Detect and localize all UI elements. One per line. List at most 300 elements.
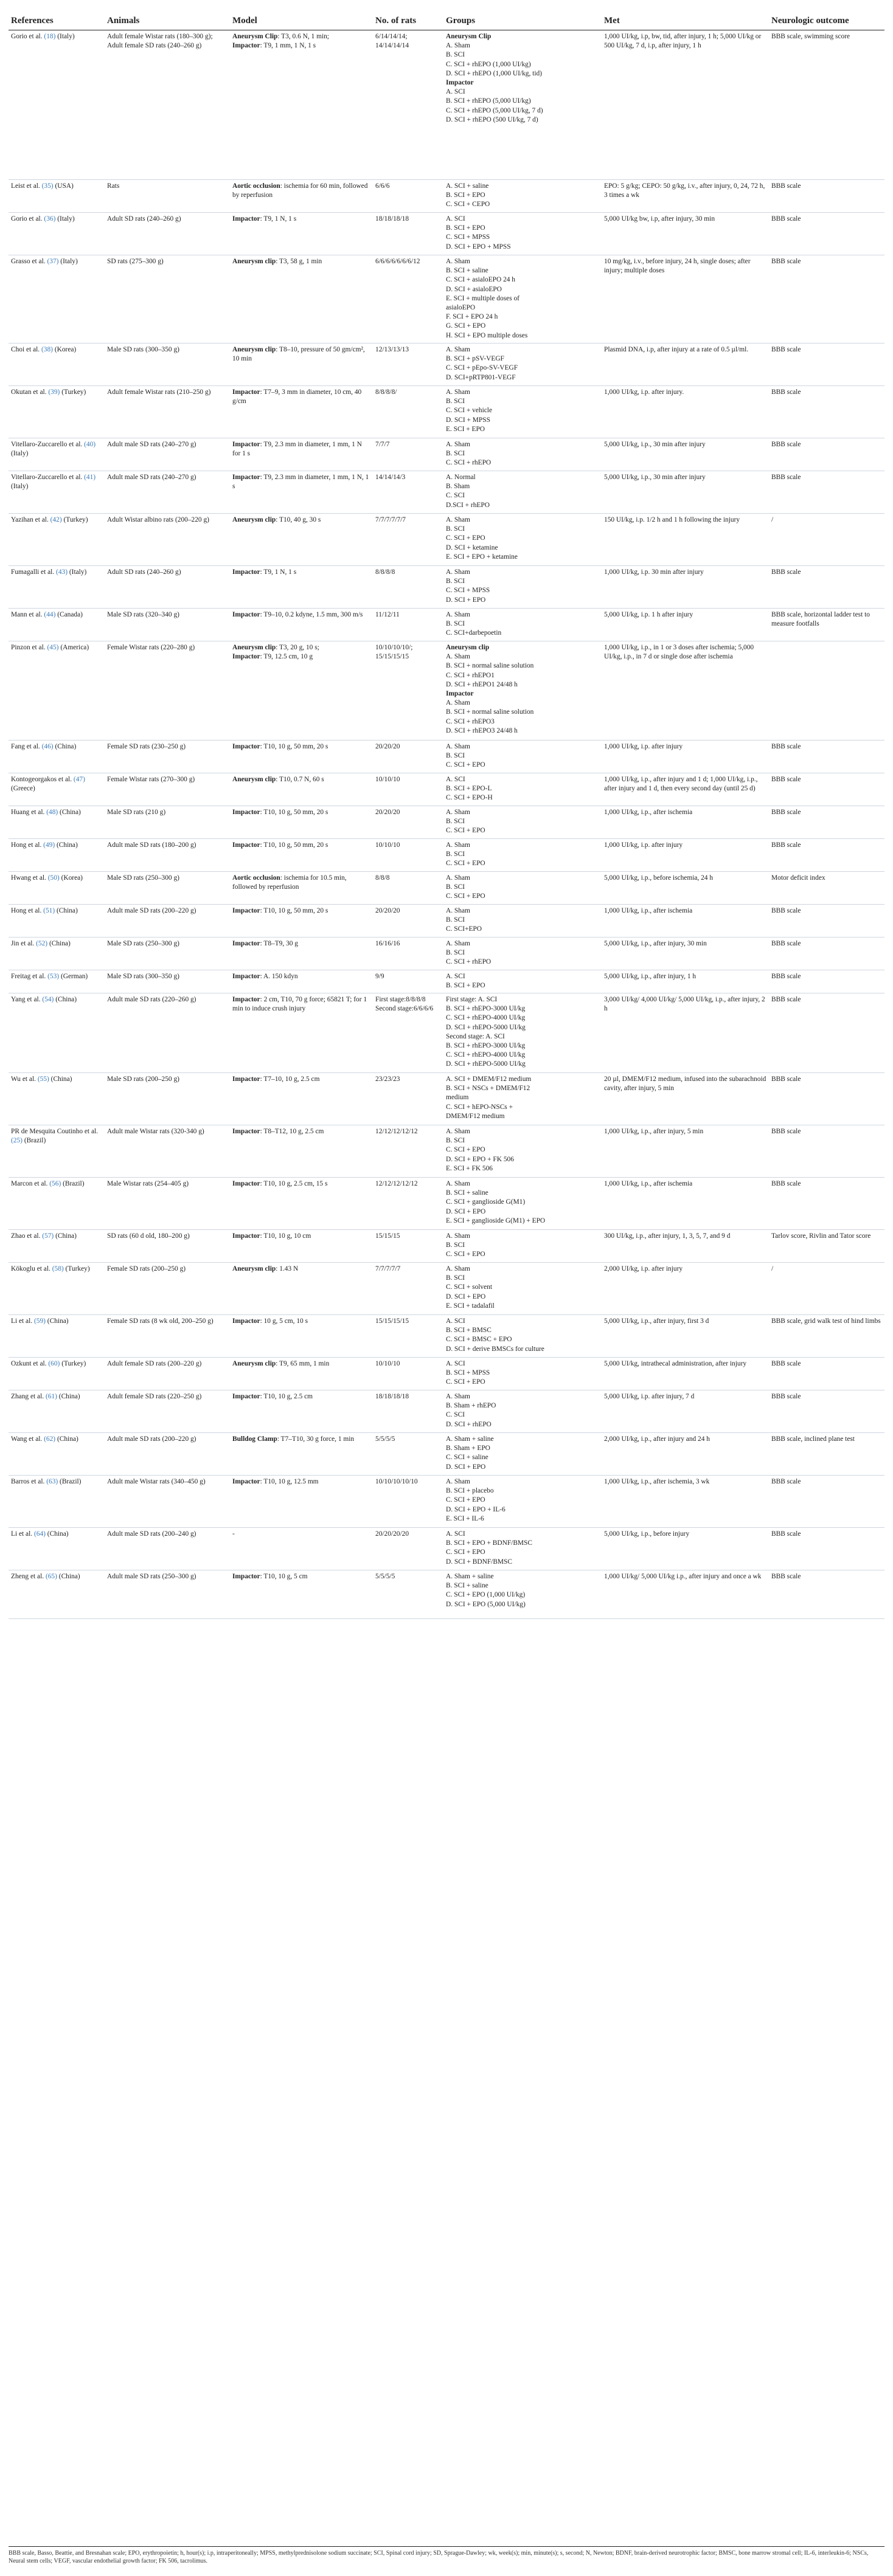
group-item: C. SCI + rhEPO	[446, 459, 492, 467]
group-item: B. SCI + EPO	[446, 224, 485, 232]
cell-met: 5,000 UI/kg, intrathecal administration, after injury	[604, 1360, 747, 1367]
group-item: B. SCI	[446, 398, 465, 406]
group-item: B. Sham + rhEPO	[446, 1402, 496, 1410]
group-item: H. SCI + EPO multiple doses	[446, 331, 528, 339]
reference-country: (Italy)	[11, 483, 29, 491]
group-item: A. SCI	[446, 215, 465, 223]
cell-met: 1,000 UI/kg, i.p., after injury, 5 min	[604, 1128, 704, 1135]
cell-animals: Adult male SD rats (220–260 g)	[107, 996, 196, 1003]
cell-met: 5,000 UI/kg bw, i.p, after injury, 30 min	[604, 215, 715, 223]
group-item: D. SCI + EPO	[446, 1463, 486, 1471]
cell-neurologic-outcome: BBB scale	[771, 1393, 801, 1400]
group-item: C. SCI + rhEPO (1,000 UI/kg)	[446, 60, 531, 68]
reference-author: Zhang et al.	[11, 1393, 46, 1400]
cell-no-of-rats: 5/5/5/5	[375, 1573, 395, 1580]
cell-neurologic-outcome: BBB scale	[771, 474, 801, 481]
group-item: E. SCI + IL-6	[446, 1514, 484, 1522]
reference-country: (Italy)	[55, 33, 75, 40]
reference-citation-link[interactable]: (64)	[33, 1530, 46, 1538]
reference-citation-link[interactable]: (39)	[48, 388, 60, 396]
cell-model	[230, 970, 373, 993]
cell-met: 300 UI/kg, i.p., after injury, 1, 3, 5, 7, and 9 d	[604, 1232, 731, 1240]
table-row	[9, 1073, 884, 1125]
cell-animals: Adult female SD rats (220–250 g)	[107, 1393, 202, 1400]
reference-author: Vitellaro-Zuccarello et al.	[11, 441, 85, 448]
group-item: A. SCI	[446, 1530, 465, 1538]
cell-model	[230, 806, 373, 838]
model-detail: : T7–10, 10 g, 2.5 cm	[260, 1076, 320, 1083]
group-item: G. SCI + EPO	[446, 322, 486, 330]
reference-citation-link[interactable]: (52)	[36, 940, 48, 947]
cell-reference	[9, 1178, 105, 1229]
reference-citation-link[interactable]: (57)	[42, 1232, 54, 1240]
group-item: A. Normal	[446, 474, 476, 481]
cell-groups	[443, 1315, 602, 1357]
cell-neurologic-outcome: /	[771, 1265, 774, 1272]
cell-neurologic-outcome: BBB scale	[771, 1360, 801, 1367]
reference-citation-link[interactable]: (42)	[50, 516, 62, 523]
reference-country: (China)	[45, 1530, 69, 1538]
group-item: A. Sham	[446, 874, 470, 882]
reference-citation-link[interactable]: (44)	[44, 611, 56, 618]
cell-neurologic-outcome: BBB scale	[771, 809, 801, 816]
header-groups: Groups	[446, 16, 476, 26]
cell-met: 150 UI/kg, i.p. 1/2 h and 1 h following the injury	[604, 516, 740, 523]
reference-author: Ozkunt et al.	[11, 1360, 49, 1367]
table-row	[9, 1315, 884, 1358]
group-item: F. SCI + EPO 24 h	[446, 313, 498, 321]
model-type: Impactor	[232, 1478, 260, 1485]
cell-animals: Adult male SD rats (200–240 g)	[107, 1530, 196, 1538]
cell-reference	[9, 993, 105, 1072]
model-type: Impactor	[232, 841, 260, 849]
group-item: C. SCI + hEPO-NSCs +	[446, 1103, 513, 1111]
table-row	[9, 1230, 884, 1263]
cell-groups	[443, 1073, 602, 1125]
table-row	[9, 741, 884, 773]
cell-reference	[9, 1433, 105, 1475]
model-detail: : T7–9, 3 mm in diameter, 10 cm, 40 g/cm	[232, 388, 362, 406]
cell-groups	[443, 30, 602, 179]
cell-no-of-rats: 12/12/12/12/12	[375, 1128, 418, 1135]
cell-reference	[9, 839, 105, 871]
cell-model	[230, 180, 373, 212]
reference-author: Choi et al.	[11, 346, 41, 353]
table-row	[9, 609, 884, 641]
reference-country: (Korea)	[59, 874, 83, 882]
cell-neurologic-outcome: BBB scale	[771, 1573, 801, 1580]
group-item: C. SCI + EPO	[446, 1146, 485, 1154]
reference-citation-link[interactable]: (41)	[84, 474, 96, 481]
group-item: asialoEPO	[446, 304, 476, 312]
table-row	[9, 438, 884, 471]
group-item: C. SCI + EPO	[446, 1251, 485, 1259]
reference-citation-link[interactable]: (61)	[45, 1393, 57, 1400]
group-item: DMEM/F12 medium	[446, 1112, 505, 1120]
model-detail: : 2 cm, T10, 70 g force; 65821 T; for 1 min to induce crush injury	[232, 996, 367, 1013]
cell-groups	[443, 1570, 602, 1618]
cell-no-of-rats: 15/15/15/15	[375, 1317, 409, 1325]
table-row	[9, 806, 884, 839]
cell-reference	[9, 180, 105, 212]
group-item: A. Sham	[446, 841, 470, 849]
group-item: Second stage: A. SCI	[446, 1032, 505, 1040]
cell-reference	[9, 641, 105, 740]
cell-neurologic-outcome: BBB scale	[771, 907, 801, 914]
group-item: A. Sham	[446, 1180, 470, 1187]
cell-groups	[443, 1476, 602, 1527]
cell-reference	[9, 438, 105, 471]
data-table	[9, 0, 884, 1619]
reference-citation-link[interactable]: (36)	[44, 215, 56, 223]
cell-neurologic-outcome: Tarlov score, Rivlin and Tator score	[771, 1232, 871, 1240]
cell-model	[230, 1230, 373, 1262]
cell-model	[230, 1570, 373, 1618]
model-type: Impactor	[232, 973, 260, 980]
group-item: D. SCI + MPSS	[446, 416, 490, 424]
group-item: E. SCI + EPO + ketamine	[446, 553, 518, 561]
reference-country: (USA)	[53, 182, 74, 190]
group-item: A. Sham	[446, 441, 470, 448]
group-item: A. Sham	[446, 1478, 470, 1485]
group-item: C. SCI + asialoEPO 24 h	[446, 276, 516, 284]
group-item: A. SCI	[446, 88, 465, 96]
reference-citation-link[interactable]: (45)	[47, 644, 59, 651]
cell-no-of-rats: 6/6/6/6/6/6/6/12	[375, 258, 420, 265]
reference-author: Kontogeorgakos et al.	[11, 776, 74, 783]
cell-reference	[9, 514, 105, 565]
group-item: B. SCI	[446, 51, 465, 59]
group-item: D. SCI + EPO	[446, 1293, 486, 1300]
cell-reference	[9, 344, 105, 385]
group-item: B. Sham	[446, 483, 470, 491]
cell-model	[230, 905, 373, 937]
cell-groups	[443, 872, 602, 904]
cell-animals: Adult male SD rats (240–270 g)	[107, 441, 196, 448]
cell-animals: Male SD rats (210 g)	[107, 809, 166, 816]
cell-neurologic-outcome: BBB scale	[771, 973, 801, 980]
reference-citation-link[interactable]: (38)	[41, 346, 53, 353]
reference-author: Hong et al.	[11, 907, 44, 914]
group-item: E. SCI + FK 506	[446, 1164, 493, 1172]
cell-met: 5,000 UI/kg, i.p., 30 min after injury	[604, 441, 706, 448]
cell-no-of-rats: 20/20/20	[375, 907, 400, 914]
reference-citation-link[interactable]: (49)	[43, 841, 55, 849]
reference-country: (Canada)	[55, 611, 83, 618]
reference-citation-link[interactable]: (47)	[73, 776, 85, 783]
cell-reference	[9, 806, 105, 838]
reference-country: (China)	[58, 809, 81, 816]
cell-animals: Female Wistar rats (220–280 g)	[107, 644, 195, 651]
cell-reference	[9, 1230, 105, 1262]
group-item: Aneurysm clip	[446, 644, 490, 651]
group-item: B. SCI + rhEPO-3000 UI/kg	[446, 1042, 526, 1050]
group-item: D. SCI + EPO	[446, 596, 486, 604]
group-item: C. SCI + rhEPO1	[446, 671, 495, 679]
reference-citation-link[interactable]: (63)	[46, 1478, 58, 1485]
model-type: Impactor	[232, 388, 260, 396]
reference-author: Gorio et al.	[11, 215, 44, 223]
cell-neurologic-outcome	[769, 641, 884, 740]
reference-country: (China)	[49, 1076, 72, 1083]
model-detail: : A. 150 kdyn	[260, 973, 298, 980]
reference-citation-link[interactable]: (18)	[44, 33, 56, 40]
table-row	[9, 1433, 884, 1476]
group-item: C. SCI + rhEPO3	[446, 717, 495, 725]
cell-model	[230, 471, 373, 513]
model-type: Impactor	[232, 1573, 260, 1580]
reference-citation-link[interactable]: (55)	[37, 1076, 49, 1083]
cell-model	[230, 1178, 373, 1229]
cell-reference	[9, 213, 105, 255]
group-item: B. SCI + normal saline solution	[446, 708, 534, 716]
cell-animals: Male SD rats (200–250 g)	[107, 1076, 179, 1083]
table-row	[9, 1358, 884, 1390]
reference-citation-link[interactable]: (53)	[47, 973, 60, 980]
model-detail-2: : T9, 12.5 cm, 10 g	[260, 653, 313, 661]
model-type: Aneurysm clip	[232, 1360, 276, 1367]
group-item: A. Sham	[446, 1128, 470, 1135]
model-detail: : T10, 0.7 N, 60 s	[276, 776, 324, 783]
group-item: B. SCI + EPO-L	[446, 785, 492, 793]
reference-author: Yang et al.	[11, 996, 43, 1003]
reference-citation-link[interactable]: (62)	[44, 1435, 56, 1443]
group-item: D. SCI + EPO + IL-6	[446, 1505, 506, 1513]
group-item: D. SCI + EPO	[446, 1207, 486, 1215]
reference-citation-link[interactable]: (60)	[48, 1360, 60, 1367]
reference-citation-link[interactable]: (43)	[56, 568, 68, 576]
reference-author: Leist et al.	[11, 182, 42, 190]
cell-model	[230, 566, 373, 608]
group-item: C. SCI + CEPO	[446, 201, 490, 209]
cell-reference	[9, 1358, 105, 1390]
cell-no-of-rats: 23/23/23	[375, 1076, 400, 1083]
reference-author: Okutan et al.	[11, 388, 49, 396]
model-type: Aneurysm clip	[232, 346, 276, 353]
cell-groups	[443, 1528, 602, 1570]
model-type: Impactor	[232, 743, 260, 750]
group-item: C. SCI + BMSC + EPO	[446, 1336, 512, 1344]
cell-reference	[9, 1476, 105, 1527]
group-item: D. SCI + rhEPO3 24/48 h	[446, 727, 518, 734]
group-item: B. SCI	[446, 949, 465, 957]
reference-country: (Brazil)	[58, 1478, 82, 1485]
reference-author: Jin et al.	[11, 940, 36, 947]
group-item: C. SCI + EPO	[446, 761, 485, 769]
reference-author: Fumagalli et al.	[11, 568, 57, 576]
cell-neurologic-outcome: BBB scale	[771, 568, 801, 576]
cell-no-of-rats: 8/8/8/8/	[375, 388, 397, 396]
reference-citation-link[interactable]: (48)	[46, 809, 58, 816]
group-item: B. Sham + EPO	[446, 1445, 490, 1452]
group-item: A. Sham	[446, 940, 470, 947]
cell-met: 5,000 UI/kg, i.p., before injury	[604, 1530, 690, 1538]
group-item: C. SCI + EPO	[446, 1496, 485, 1504]
cell-reference	[9, 1570, 105, 1618]
cell-met: 5,000 UI/kg, i.p., after injury, first 3 d	[604, 1317, 709, 1325]
reference-citation-link[interactable]: (46)	[41, 743, 54, 750]
cell-met: 5,000 UI/kg, i.p., after injury, 30 min	[604, 940, 707, 947]
group-item: B. SCI + EPO	[446, 192, 485, 199]
cell-model	[230, 938, 373, 970]
group-item: B. SCI	[446, 752, 465, 760]
reference-citation-link[interactable]: (65)	[45, 1573, 57, 1580]
group-item: C. SCI + ganglioside G(M1)	[446, 1198, 526, 1206]
cell-model	[230, 641, 373, 740]
group-item: D. SCI + rhEPO (1,000 UI/kg, tid)	[446, 69, 542, 77]
model-detail: : T9, 65 mm, 1 min	[276, 1360, 330, 1367]
reference-citation-link[interactable]: (40)	[84, 441, 96, 448]
reference-citation-link[interactable]: (54)	[42, 996, 54, 1003]
reference-author: Hong et al.	[11, 841, 44, 849]
table-row	[9, 1125, 884, 1178]
reference-country: (China)	[55, 907, 78, 914]
reference-author: Wang et al.	[11, 1435, 44, 1443]
model-type: Aneurysm clip	[232, 516, 276, 523]
cell-groups	[443, 1125, 602, 1177]
table-row	[9, 773, 884, 806]
reference-citation-link[interactable]: (56)	[49, 1180, 61, 1187]
cell-no-of-rats: 6/14/14/14; 14/14/14/14	[375, 33, 409, 50]
group-item: A. Sham	[446, 516, 470, 523]
reference-citation-link[interactable]: (59)	[33, 1317, 46, 1325]
reference-country: (Italy)	[58, 258, 78, 265]
model-detail: -	[232, 1530, 235, 1538]
cell-met: 5,000 UI/kg, i.p., after injury, 1 h	[604, 973, 697, 980]
model-detail: : T10, 10 g, 2.5 cm, 15 s	[260, 1180, 328, 1187]
group-item: D. SCI+pRTP801-VEGF	[446, 373, 516, 381]
model-type: Aneurysm clip	[232, 644, 276, 651]
header-met: Met	[604, 16, 620, 26]
cell-no-of-rats: 18/18/18/18	[375, 215, 409, 223]
table-row	[9, 344, 884, 386]
cell-model	[230, 773, 373, 806]
table-row	[9, 213, 884, 255]
reference-citation-link[interactable]: (37)	[47, 258, 59, 265]
table-body	[9, 30, 884, 1619]
cell-model	[230, 1358, 373, 1390]
group-item: D. SCI + derive BMSCs for culture	[446, 1345, 544, 1353]
cell-met: 10 mg/kg, i.v., before injury, 24 h, single doses; after injury; multiple doses	[604, 258, 751, 275]
model-type: Aortic occlusion	[232, 874, 280, 882]
cell-animals: Female SD rats (230–250 g)	[107, 743, 186, 750]
table-row	[9, 1263, 884, 1315]
cell-no-of-rats: 10/10/10/10/10	[375, 1478, 418, 1485]
reference-country: (Italy)	[11, 450, 29, 458]
cell-animals: Adult female SD rats (200–220 g)	[107, 1360, 202, 1367]
cell-neurologic-outcome: BBB scale, grid walk test of hind limbs	[771, 1317, 881, 1325]
group-item: A. Sham + saline	[446, 1435, 494, 1443]
group-item: B. SCI + normal saline solution	[446, 662, 534, 670]
reference-citation-link[interactable]: (58)	[52, 1265, 64, 1272]
reference-author: Li et al.	[11, 1317, 34, 1325]
cell-model	[230, 1390, 373, 1432]
table-row	[9, 839, 884, 872]
reference-country: (China)	[55, 841, 78, 849]
cell-groups	[443, 741, 602, 773]
cell-groups	[443, 905, 602, 937]
model-detail: : T9–10, 0.2 kdyne, 1.5 mm, 300 m/s	[260, 611, 363, 618]
cell-animals: Male SD rats (250–300 g)	[107, 940, 179, 947]
cell-animals: Adult male SD rats (240–270 g)	[107, 474, 196, 481]
reference-country: (China)	[47, 940, 71, 947]
cell-animals: Female Wistar rats (270–300 g)	[107, 776, 195, 783]
group-item: A. SCI	[446, 776, 465, 783]
group-item: C. SCI + EPO	[446, 893, 485, 900]
model-type: Impactor	[232, 1393, 260, 1400]
cell-met: 2,000 UI/kg, i.p., after injury and 24 h	[604, 1435, 710, 1443]
group-item: B. SCI + saline	[446, 1582, 488, 1590]
header-references: References	[11, 16, 54, 26]
header-model: Model	[232, 16, 257, 26]
model-type: Impactor	[232, 568, 260, 576]
table-row	[9, 30, 884, 180]
cell-met: 1,000 UI/kg, i.p., after ischemia	[604, 907, 693, 914]
cell-met: 1,000 UI/kg, i.p., after ischemia	[604, 809, 693, 816]
group-item: A. Sham + saline	[446, 1573, 494, 1580]
group-item: B. SCI	[446, 851, 465, 858]
group-item: C. SCI + EPO	[446, 1549, 485, 1556]
cell-reference	[9, 1263, 105, 1314]
cell-no-of-rats: 15/15/15	[375, 1232, 400, 1240]
cell-reference	[9, 938, 105, 970]
reference-citation-link[interactable]: (35)	[41, 182, 54, 190]
cell-neurologic-outcome: BBB scale	[771, 182, 801, 190]
group-item: C. SCI + solvent	[446, 1283, 493, 1291]
group-item: First stage: A. SCI	[446, 996, 498, 1003]
group-item: B. SCI + EPO	[446, 982, 485, 990]
group-item: B. SCI + placebo	[446, 1487, 494, 1495]
model-detail: : T8–T12, 10 g, 2.5 cm	[260, 1128, 324, 1135]
cell-neurologic-outcome: BBB scale	[771, 1076, 801, 1083]
reference-citation-link[interactable]: (50)	[47, 874, 60, 882]
table-row	[9, 1390, 884, 1433]
cell-reference	[9, 566, 105, 608]
model-detail: : T10, 10 g, 12.5 mm	[260, 1478, 319, 1485]
group-item: A. Sham	[446, 653, 470, 661]
cell-groups	[443, 514, 602, 565]
cell-groups	[443, 993, 602, 1072]
reference-citation-link[interactable]: (25)	[11, 1137, 23, 1145]
reference-country: (China)	[45, 1317, 69, 1325]
cell-no-of-rats: 8/8/8	[375, 874, 390, 882]
reference-country: (German)	[59, 973, 88, 980]
cell-no-of-rats: 8/8/8/8	[375, 568, 395, 576]
cell-groups	[443, 641, 602, 740]
reference-country: (Turkey)	[60, 388, 86, 396]
reference-author: Li et al.	[11, 1530, 34, 1538]
table-row	[9, 255, 884, 344]
reference-author: Barros et al.	[11, 1478, 47, 1485]
reference-author: Zheng et al.	[11, 1573, 46, 1580]
table-row	[9, 905, 884, 938]
reference-author: Zhao et al.	[11, 1232, 43, 1240]
table-footnote: BBB scale, Basso, Beattie, and Bresnahan scale; EPO, erythropoietin; h, hour(s); i.p, intraperitoneally; MPSS, methylprednisolone sodium succinate; SCI, Spinal cord injury; SD, Sprague-Dawley; wk, week(s); min, minute(s); s, second; N, Newton; BDNF, brain-derived neurotrophic factor; BMSC, bone marrow stromal cell; IL-6, interleukin-6; NSCs, Neural stem cells; VEGF, vascular endothelial growth factor; FK 506, tacrolimus.	[9, 2546, 884, 2565]
cell-neurologic-outcome: BBB scale	[771, 388, 801, 396]
cell-no-of-rats: 16/16/16	[375, 940, 400, 947]
table-row	[9, 514, 884, 566]
group-item: A. SCI	[446, 973, 465, 980]
cell-groups	[443, 970, 602, 993]
model-type: Impactor	[232, 809, 260, 816]
reference-author: Pinzon et al.	[11, 644, 47, 651]
reference-author: Mann et al.	[11, 611, 44, 618]
cell-no-of-rats: 20/20/20/20	[375, 1530, 409, 1538]
reference-country: (China)	[57, 1393, 80, 1400]
cell-reference	[9, 386, 105, 438]
cell-met: 1,000 UI/kg, i.p., after injury and 1 d; 1,000 UI/kg, i.p., after injury and 1 d, then every second day (until 25 d)	[604, 776, 758, 793]
reference-citation-link[interactable]: (51)	[43, 907, 55, 914]
